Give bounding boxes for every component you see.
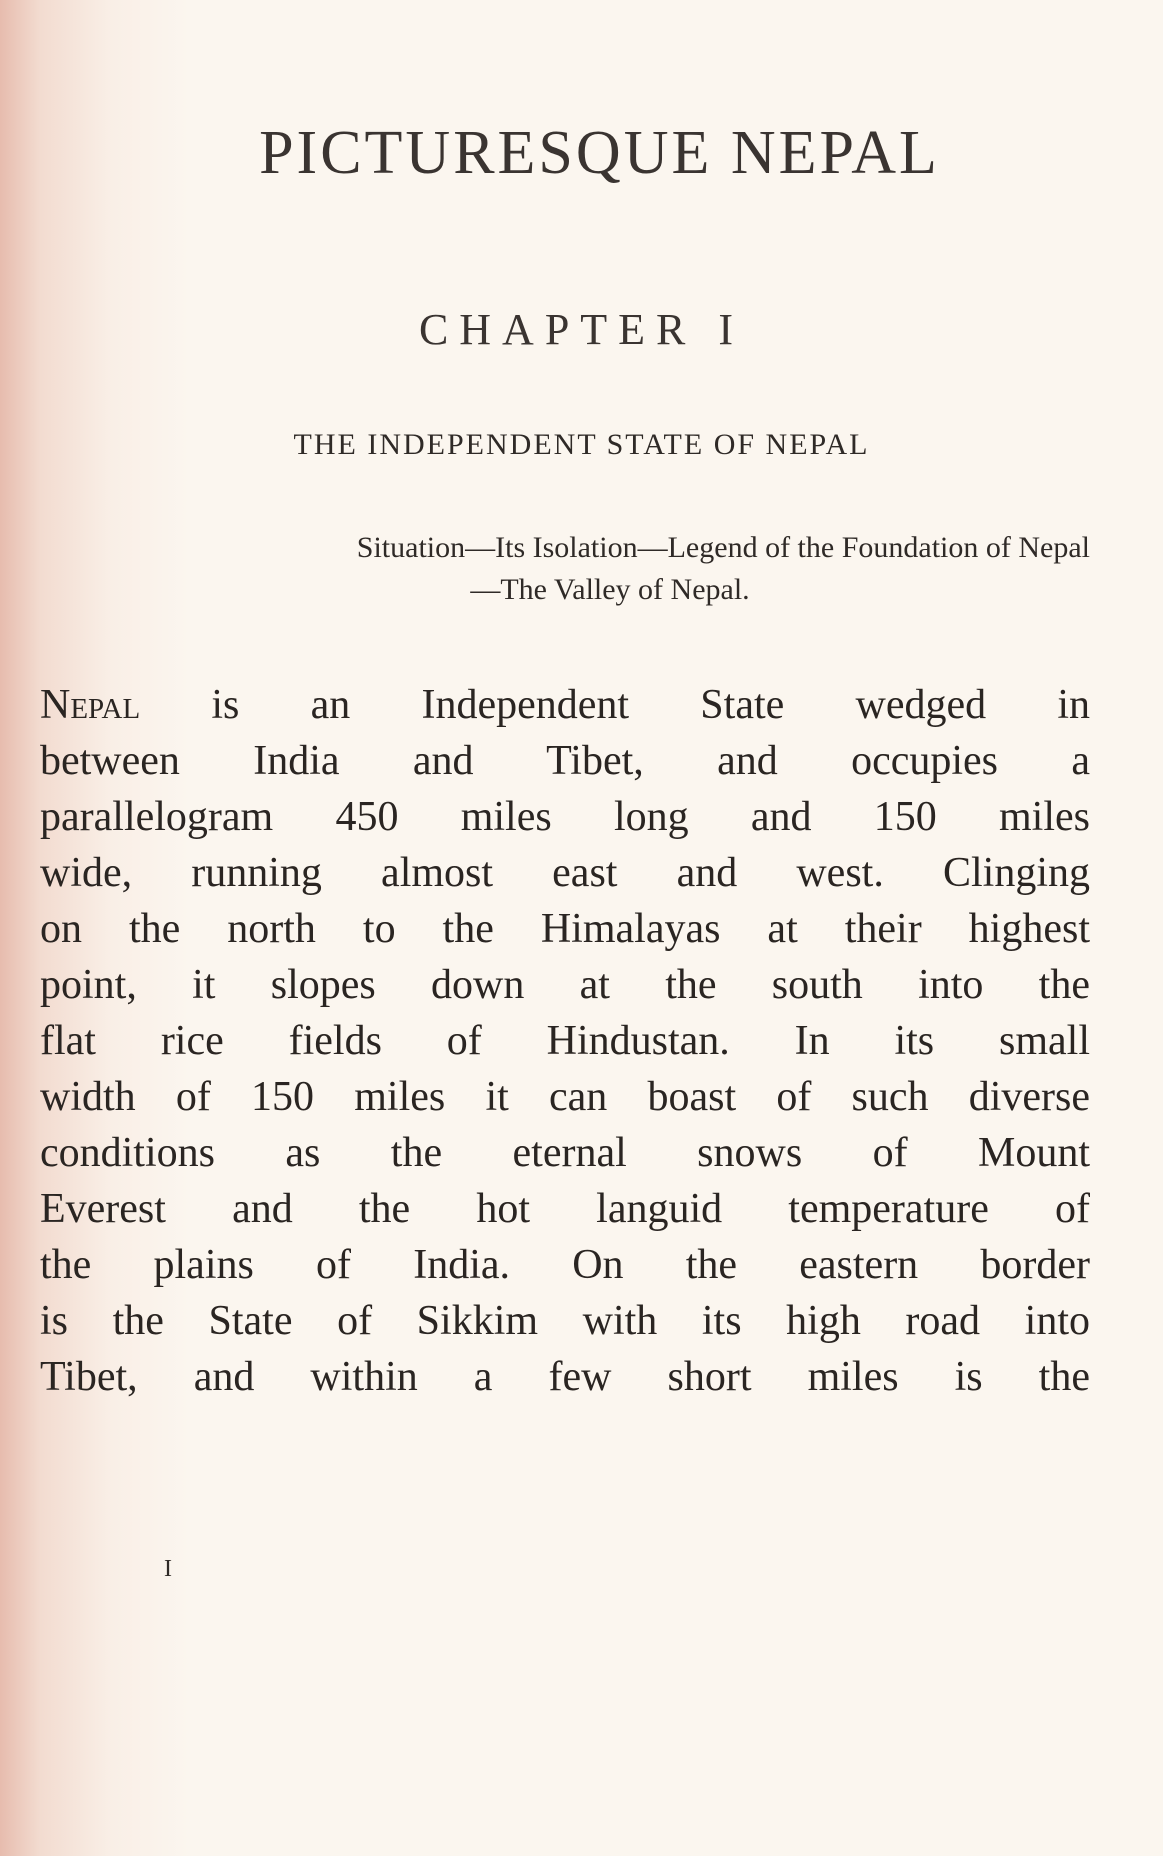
chapter-heading: CHAPTER I: [418, 305, 745, 354]
paragraph-line: is the State of Sikkim with its high road into: [40, 1298, 1090, 1344]
page-number: I: [164, 1556, 172, 1582]
paragraph-line: between India and Tibet, and occupies a: [40, 738, 1090, 784]
book-title: PICTURESQUE NEPAL: [259, 119, 940, 187]
paragraph-line: parallelogram 450 miles long and 150 miles: [40, 794, 1090, 840]
paragraph-line: Everest and the hot languid temperature of: [40, 1186, 1090, 1232]
paragraph-line: flat rice fields of Hindustan. In its small: [40, 1018, 1090, 1064]
chapter-title: THE INDEPENDENT STATE OF NEPAL: [293, 428, 870, 461]
paragraph-line: wide, running almost east and west. Clinging: [40, 850, 1090, 896]
paragraph-line: Tibet, and within a few short miles is the: [40, 1354, 1090, 1400]
paragraph-line: on the north to the Himalayas at their highest: [40, 906, 1090, 952]
paragraph-line: width of 150 miles it can boast of such diverse: [40, 1074, 1090, 1120]
paragraph-line: point, it slopes down at the south into the: [40, 962, 1090, 1008]
paragraph-line: the plains of India. On the eastern border: [40, 1242, 1090, 1288]
synopsis-line: —The Valley of Nepal.: [470, 573, 750, 606]
opening-word: Nepal: [40, 682, 141, 728]
synopsis-line: Situation—Its Isolation—Legend of the Foundation of Nepal: [356, 531, 1090, 564]
paragraph-line: conditions as the eternal snows of Mount: [40, 1130, 1090, 1176]
paragraph-line: Nepal is an Independent State wedged in: [40, 682, 1090, 728]
